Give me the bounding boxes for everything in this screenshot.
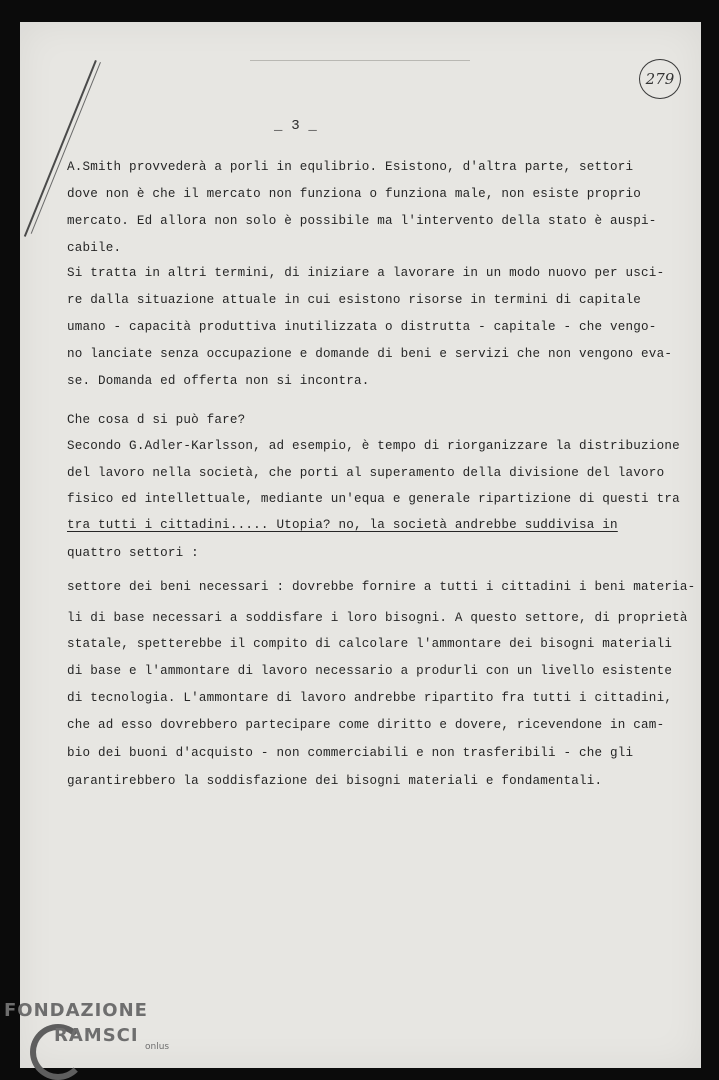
text-line: statale, spetterebbe il compito di calcolare l'ammontare dei bisogni materiali (67, 637, 673, 651)
text-line: Che cosa d si può fare? (67, 413, 246, 427)
document-page (20, 22, 701, 1068)
text-line: che ad esso dovrebbero partecipare come diritto e dovere, ricevendone in cam- (67, 718, 665, 732)
text-line: dove non è che il mercato non funziona o funziona male, non esiste proprio (67, 187, 642, 201)
text-line: li di base necessari a soddisfare i loro bisogni. A questo settore, di proprietà (67, 611, 688, 625)
text-line: di tecnologia. L'ammontare di lavoro andrebbe ripartito fra tutti i cittadini, (67, 691, 673, 705)
top-rule (250, 60, 470, 61)
text-line: re dalla situazione attuale in cui esistono risorse in termini di capitale (67, 293, 642, 307)
pen-slash-mark (24, 60, 97, 237)
text-line: garantirebbero la soddisfazione dei bisogni materiali e fondamentali. (67, 774, 603, 788)
section-heading-line: settore dei beni necessari : dovrebbe fornire a tutti i cittadini i beni materia- (67, 580, 696, 594)
text-line: bio dei buoni d'acquisto - non commerciabili e non trasferibili - che gli (67, 746, 634, 760)
text-line: A.Smith provvederà a porli in equlibrio. Esistono, d'altra parte, settori (67, 160, 634, 174)
text-line: mercato. Ed allora non solo è possibile ma l'intervento della stato è auspi- (67, 214, 657, 228)
text-line: Si tratta in altri termini, di iniziare a lavorare in un modo nuovo per usci- (67, 266, 665, 280)
text-line: di base e l'ammontare di lavoro necessario a produrli con un livello esistente (67, 664, 673, 678)
text-line: cabile. (67, 241, 122, 255)
text-line: quattro settori : (67, 546, 199, 560)
pen-slash-mark-secondary (31, 62, 101, 234)
watermark-line2: RAMSCI (54, 1025, 139, 1046)
text-line: fisico ed intellettuale, mediante un'equa e generale ripartizione di questi tra (67, 492, 680, 506)
watermark-logo (4, 1000, 169, 1052)
archive-number-stamp: 279 (639, 59, 681, 99)
text-line: Secondo G.Adler-Karlsson, ad esempio, è tempo di riorganizzare la distribuzione (67, 439, 680, 453)
text-line: se. Domanda ed offerta non si incontra. (67, 374, 370, 388)
watermark-line1: FONDAZIONE (4, 1000, 148, 1021)
text-line: no lanciate senza occupazione e domande di beni e servizi che non vengono eva- (67, 347, 673, 361)
page-number: _ 3 _ (274, 118, 318, 134)
text-line-underlined: tra tutti i cittadini..... Utopia? no, la società andrebbe suddivisa in (67, 518, 618, 532)
text-line: umano - capacità produttiva inutilizzata o distrutta - capitale - che vengo- (67, 320, 657, 334)
text-line: del lavoro nella società, che porti al superamento della divisione del lavoro (67, 466, 665, 480)
watermark-line3: onlus (145, 1042, 170, 1052)
